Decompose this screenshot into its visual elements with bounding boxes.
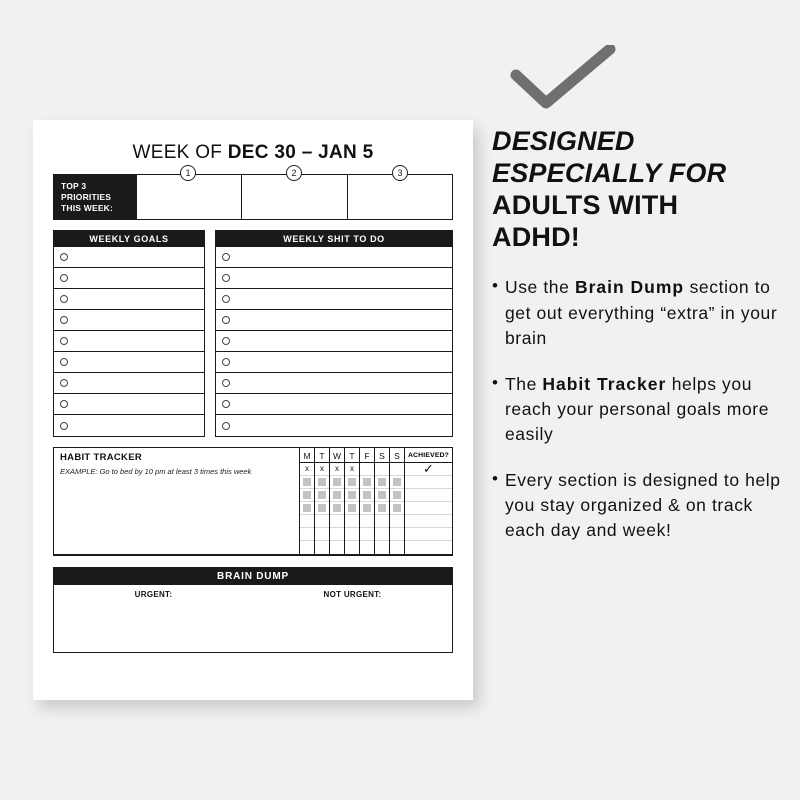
habit-day-column-sun bbox=[389, 448, 404, 554]
list-item[interactable] bbox=[54, 331, 204, 352]
habit-cell[interactable] bbox=[375, 528, 389, 541]
habit-achieved-header: ACHIEVED? bbox=[405, 448, 452, 463]
habit-day-column-sat bbox=[374, 448, 389, 554]
bullet-text-post: section to get out everything “extra” in your brain bbox=[504, 277, 778, 349]
checkbox-circle-icon[interactable] bbox=[222, 316, 230, 324]
habit-cell[interactable] bbox=[360, 528, 374, 541]
list-item[interactable] bbox=[216, 247, 452, 268]
habit-cell[interactable] bbox=[330, 476, 344, 489]
weekly-todo-section bbox=[215, 230, 453, 437]
x-mark-icon: x bbox=[320, 464, 324, 473]
list-item[interactable] bbox=[54, 373, 204, 394]
filled-square-icon bbox=[363, 478, 371, 486]
habit-cell[interactable] bbox=[330, 502, 344, 515]
bullet-text bbox=[505, 275, 782, 351]
checkbox-circle-icon[interactable] bbox=[222, 379, 230, 387]
bullet-text-post: helps you reach your personal goals more easily bbox=[504, 373, 770, 445]
habit-cell[interactable] bbox=[300, 476, 314, 489]
habit-cell[interactable] bbox=[375, 476, 389, 489]
habit-tracker-left bbox=[54, 448, 299, 554]
habit-day-label: W bbox=[330, 448, 344, 463]
habit-cell[interactable] bbox=[345, 476, 359, 489]
checkbox-circle-icon[interactable] bbox=[60, 400, 68, 408]
checkbox-circle-icon[interactable] bbox=[60, 295, 68, 303]
priority-field-3[interactable] bbox=[347, 175, 452, 219]
bullet-text-pre: Every section is designed to help you stay organized & on track each day and week! bbox=[504, 469, 781, 541]
filled-square-icon bbox=[333, 491, 341, 499]
bullet-text bbox=[505, 372, 782, 448]
habit-cell[interactable] bbox=[300, 489, 314, 502]
habit-cell[interactable] bbox=[330, 515, 344, 528]
filled-square-icon bbox=[318, 478, 326, 486]
filled-square-icon bbox=[318, 491, 326, 499]
x-mark-icon: x bbox=[335, 464, 339, 473]
habit-cell[interactable] bbox=[390, 489, 404, 502]
list-item[interactable] bbox=[216, 352, 452, 373]
list-item[interactable] bbox=[54, 289, 204, 310]
habit-cell[interactable] bbox=[390, 476, 404, 489]
lists-row bbox=[53, 230, 453, 437]
priority-number-1: 1 bbox=[180, 165, 196, 181]
habit-achieved-cell[interactable] bbox=[405, 528, 452, 541]
list-item bbox=[492, 468, 782, 544]
brain-dump-not-urgent-label: NOT URGENT: bbox=[323, 590, 382, 599]
habit-cell[interactable] bbox=[345, 489, 359, 502]
benefit-bullet-list bbox=[492, 275, 782, 543]
filled-square-icon bbox=[303, 504, 311, 512]
x-mark-icon: x bbox=[350, 464, 354, 473]
list-item[interactable] bbox=[54, 415, 204, 436]
habit-cell-example[interactable] bbox=[390, 463, 404, 476]
habit-day-label: T bbox=[315, 448, 329, 463]
bullet-dot-icon: • bbox=[492, 468, 498, 488]
habit-tracker-grid bbox=[54, 448, 452, 555]
bullet-dot-icon: • bbox=[492, 372, 498, 392]
habit-cell[interactable] bbox=[345, 528, 359, 541]
habit-achieved-cell[interactable] bbox=[405, 489, 452, 502]
habit-achieved-column bbox=[404, 448, 452, 554]
list-item[interactable] bbox=[216, 310, 452, 331]
top-priorities-section bbox=[53, 168, 453, 220]
habit-cell[interactable] bbox=[300, 541, 314, 554]
checkbox-circle-icon[interactable] bbox=[222, 358, 230, 366]
weekly-goals-body bbox=[53, 247, 205, 437]
habit-cell[interactable] bbox=[375, 489, 389, 502]
habit-day-column-wed bbox=[329, 448, 344, 554]
filled-square-icon bbox=[378, 478, 386, 486]
habit-cell[interactable] bbox=[300, 515, 314, 528]
checkbox-circle-icon[interactable] bbox=[222, 422, 230, 430]
priorities-label-line-1: TOP 3 bbox=[61, 180, 87, 191]
checkbox-circle-icon[interactable] bbox=[222, 400, 230, 408]
habit-cell[interactable] bbox=[300, 502, 314, 515]
habit-achieved-cell[interactable] bbox=[405, 476, 452, 489]
habit-cell-example[interactable] bbox=[300, 463, 314, 476]
habit-cell[interactable] bbox=[360, 476, 374, 489]
habit-cell[interactable] bbox=[300, 528, 314, 541]
filled-square-icon bbox=[303, 491, 311, 499]
checkbox-circle-icon[interactable] bbox=[60, 253, 68, 261]
checkbox-circle-icon[interactable] bbox=[222, 274, 230, 282]
weekly-goals-section bbox=[53, 230, 205, 437]
priority-number-3: 3 bbox=[392, 165, 408, 181]
checkbox-circle-icon[interactable] bbox=[60, 337, 68, 345]
habit-day-column-fri bbox=[359, 448, 374, 554]
brain-dump-section bbox=[53, 567, 453, 653]
priority-number-2: 2 bbox=[286, 165, 302, 181]
bullet-dot-icon: • bbox=[492, 276, 498, 296]
list-item[interactable] bbox=[54, 247, 204, 268]
habit-cell-example[interactable] bbox=[375, 463, 389, 476]
filled-square-icon bbox=[363, 504, 371, 512]
marketing-copy-panel bbox=[492, 45, 782, 564]
list-item[interactable] bbox=[216, 268, 452, 289]
list-item[interactable] bbox=[54, 268, 204, 289]
habit-cell[interactable] bbox=[345, 502, 359, 515]
habit-cell[interactable] bbox=[315, 515, 329, 528]
filled-square-icon bbox=[348, 504, 356, 512]
bullet-text-strong: Brain Dump bbox=[574, 277, 685, 298]
habit-day-label: S bbox=[390, 448, 404, 463]
checkbox-circle-icon[interactable] bbox=[60, 379, 68, 387]
habit-cell[interactable] bbox=[360, 502, 374, 515]
priorities-label-line-3: THIS WEEK: bbox=[61, 202, 114, 213]
list-item[interactable] bbox=[216, 331, 452, 352]
filled-square-icon bbox=[348, 478, 356, 486]
check-mark-icon bbox=[510, 45, 782, 120]
priority-field-1[interactable] bbox=[136, 175, 241, 219]
habit-cell-example[interactable] bbox=[315, 463, 329, 476]
habit-cell[interactable] bbox=[375, 515, 389, 528]
planner-sheet bbox=[33, 120, 473, 700]
list-item[interactable] bbox=[216, 289, 452, 310]
habit-day-label: T bbox=[345, 448, 359, 463]
habit-day-label: M bbox=[300, 448, 314, 463]
filled-square-icon bbox=[333, 478, 341, 486]
weekly-todo-header: WEEKLY SHIT TO DO bbox=[215, 230, 453, 247]
bullet-text-pre: Use the bbox=[504, 277, 575, 298]
habit-cell[interactable] bbox=[345, 515, 359, 528]
checkbox-circle-icon[interactable] bbox=[60, 274, 68, 282]
headline-line-2: ESPECIALLY FOR bbox=[492, 157, 727, 188]
x-mark-icon: x bbox=[305, 464, 309, 473]
check-mark-icon: ✓ bbox=[423, 461, 434, 476]
habit-day-label: F bbox=[360, 448, 374, 463]
filled-square-icon bbox=[333, 504, 341, 512]
habit-tracker-section bbox=[53, 447, 453, 556]
habit-day-columns bbox=[299, 448, 404, 554]
list-item[interactable] bbox=[216, 394, 452, 415]
habit-cell[interactable] bbox=[330, 489, 344, 502]
list-item bbox=[492, 372, 782, 448]
filled-square-icon bbox=[348, 491, 356, 499]
list-item[interactable] bbox=[54, 310, 204, 331]
habit-cell-example[interactable] bbox=[345, 463, 359, 476]
habit-cell[interactable] bbox=[375, 502, 389, 515]
habit-cell[interactable] bbox=[315, 541, 329, 554]
habit-cell[interactable] bbox=[360, 489, 374, 502]
filled-square-icon bbox=[303, 478, 311, 486]
habit-tracker-example: EXAMPLE: Go to bed by 10 pm at least 3 times this week bbox=[60, 467, 252, 476]
checkbox-circle-icon[interactable] bbox=[222, 253, 230, 261]
priorities-label-line-2: PRIORITIES bbox=[61, 191, 112, 202]
habit-cell[interactable] bbox=[315, 502, 329, 515]
filled-square-icon bbox=[378, 504, 386, 512]
habit-cell[interactable] bbox=[390, 528, 404, 541]
habit-cell-example[interactable] bbox=[360, 463, 374, 476]
headline-line-1: DESIGNED bbox=[492, 126, 635, 156]
headline bbox=[492, 126, 782, 253]
filled-square-icon bbox=[363, 491, 371, 499]
habit-cell[interactable] bbox=[360, 541, 374, 554]
habit-cell-example[interactable] bbox=[330, 463, 344, 476]
filled-square-icon bbox=[393, 504, 401, 512]
checkbox-circle-icon[interactable] bbox=[222, 295, 230, 303]
bullet-text bbox=[505, 468, 782, 544]
habit-cell[interactable] bbox=[315, 489, 329, 502]
list-item[interactable] bbox=[54, 394, 204, 415]
habit-day-column-mon bbox=[299, 448, 314, 554]
checkbox-circle-icon[interactable] bbox=[60, 422, 68, 430]
brain-dump-body bbox=[53, 585, 453, 653]
habit-day-label: S bbox=[375, 448, 389, 463]
checkbox-circle-icon[interactable] bbox=[60, 358, 68, 366]
weekly-todo-body bbox=[215, 247, 453, 437]
bullet-text-pre: The bbox=[504, 373, 543, 394]
checkbox-circle-icon[interactable] bbox=[60, 316, 68, 324]
habit-cell[interactable] bbox=[315, 476, 329, 489]
filled-square-icon bbox=[393, 491, 401, 499]
habit-cell[interactable] bbox=[330, 541, 344, 554]
page-title-dates: DEC 30 – JAN 5 bbox=[227, 142, 374, 163]
habit-cell[interactable] bbox=[390, 502, 404, 515]
habit-achieved-cell[interactable] bbox=[405, 515, 452, 528]
habit-achieved-cell-example[interactable] bbox=[405, 463, 452, 476]
habit-cell[interactable] bbox=[360, 515, 374, 528]
habit-achieved-cell[interactable] bbox=[405, 502, 452, 515]
habit-cell[interactable] bbox=[390, 515, 404, 528]
filled-square-icon bbox=[378, 491, 386, 499]
habit-cell[interactable] bbox=[330, 528, 344, 541]
weekly-goals-header: WEEKLY GOALS bbox=[53, 230, 205, 247]
priorities-label bbox=[54, 175, 136, 219]
brain-dump-header: BRAIN DUMP bbox=[53, 567, 453, 585]
list-item[interactable] bbox=[216, 373, 452, 394]
priorities-box bbox=[53, 174, 453, 220]
list-item bbox=[492, 275, 782, 351]
list-item[interactable] bbox=[216, 415, 452, 436]
habit-cell[interactable] bbox=[390, 541, 404, 554]
habit-cell[interactable] bbox=[315, 528, 329, 541]
habit-day-column-tue bbox=[314, 448, 329, 554]
headline-line-4: ADHD! bbox=[492, 221, 580, 252]
page-title bbox=[53, 142, 453, 164]
priority-field-2[interactable] bbox=[241, 175, 346, 219]
brain-dump-not-urgent-field[interactable] bbox=[253, 585, 452, 652]
headline-line-3: ADULTS WITH bbox=[492, 189, 679, 220]
habit-day-column-thu bbox=[344, 448, 359, 554]
filled-square-icon bbox=[393, 478, 401, 486]
brain-dump-urgent-field[interactable] bbox=[54, 585, 253, 652]
habit-achieved-cell[interactable] bbox=[405, 541, 452, 554]
page-title-prefix: WEEK OF bbox=[132, 142, 228, 163]
list-item[interactable] bbox=[54, 352, 204, 373]
filled-square-icon bbox=[318, 504, 326, 512]
habit-cell[interactable] bbox=[345, 541, 359, 554]
bullet-text-strong: Habit Tracker bbox=[542, 373, 667, 394]
habit-cell[interactable] bbox=[375, 541, 389, 554]
brain-dump-urgent-label: URGENT: bbox=[134, 590, 173, 599]
habit-tracker-title: HABIT TRACKER bbox=[60, 452, 143, 463]
checkbox-circle-icon[interactable] bbox=[222, 337, 230, 345]
